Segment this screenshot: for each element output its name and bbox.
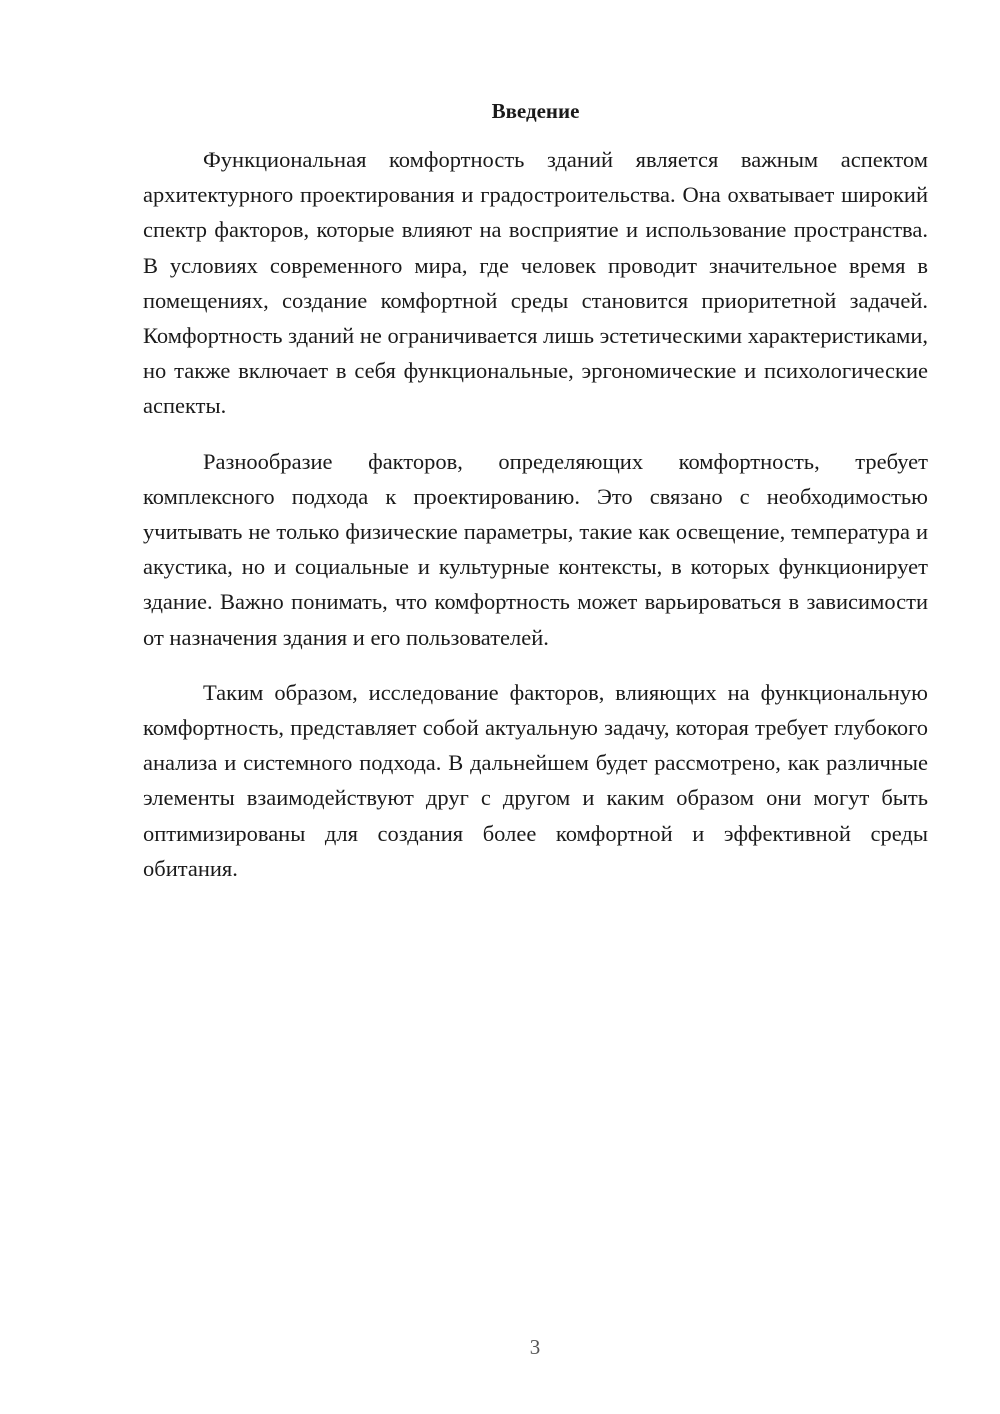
paragraph-1: Функциональная комфортность зданий является важным аспектом архитектурного проектирования и градостроительства. Она охватывает широкий спектр факторов, которые влияют на восприятие и использование пространства. В условиях современного мира, где человек проводит значительное время в помещениях, создание комфортной среды становится приоритетной задачей. Комфортность зданий не ограничивается лишь эстетическими характеристиками, но также включает в себя функциональные, эргономические и психологические аспекты. bbox=[143, 147, 928, 419]
section-heading: Введение bbox=[491, 99, 580, 123]
body-text bbox=[143, 142, 928, 906]
paragraph-3: Таким образом, исследование факторов, влияющих на функциональную комфортность, представляет собой актуальную задачу, которая требует глубокого анализа и системного подхода. В дальнейшем будет рассмотрено, как различные элементы взаимодействуют друг с другом и каким образом они могут быть оптимизированы для создания более комфортной и эффективной среды обитания. bbox=[143, 679, 928, 881]
page-number: 3 bbox=[529, 1335, 541, 1359]
paragraph-2: Разнообразие факторов, определяющих комфортность, требует комплексного подхода к проектированию. Это связано с необходимостью учитывать не только физические параметры, такие как освещение, температура и акустика, но и социальные и культурные контексты, в которых функционирует здание. Важно понимать, что комфортность может варьироваться в зависимости от назначения здания и его пользователей. bbox=[143, 448, 928, 650]
